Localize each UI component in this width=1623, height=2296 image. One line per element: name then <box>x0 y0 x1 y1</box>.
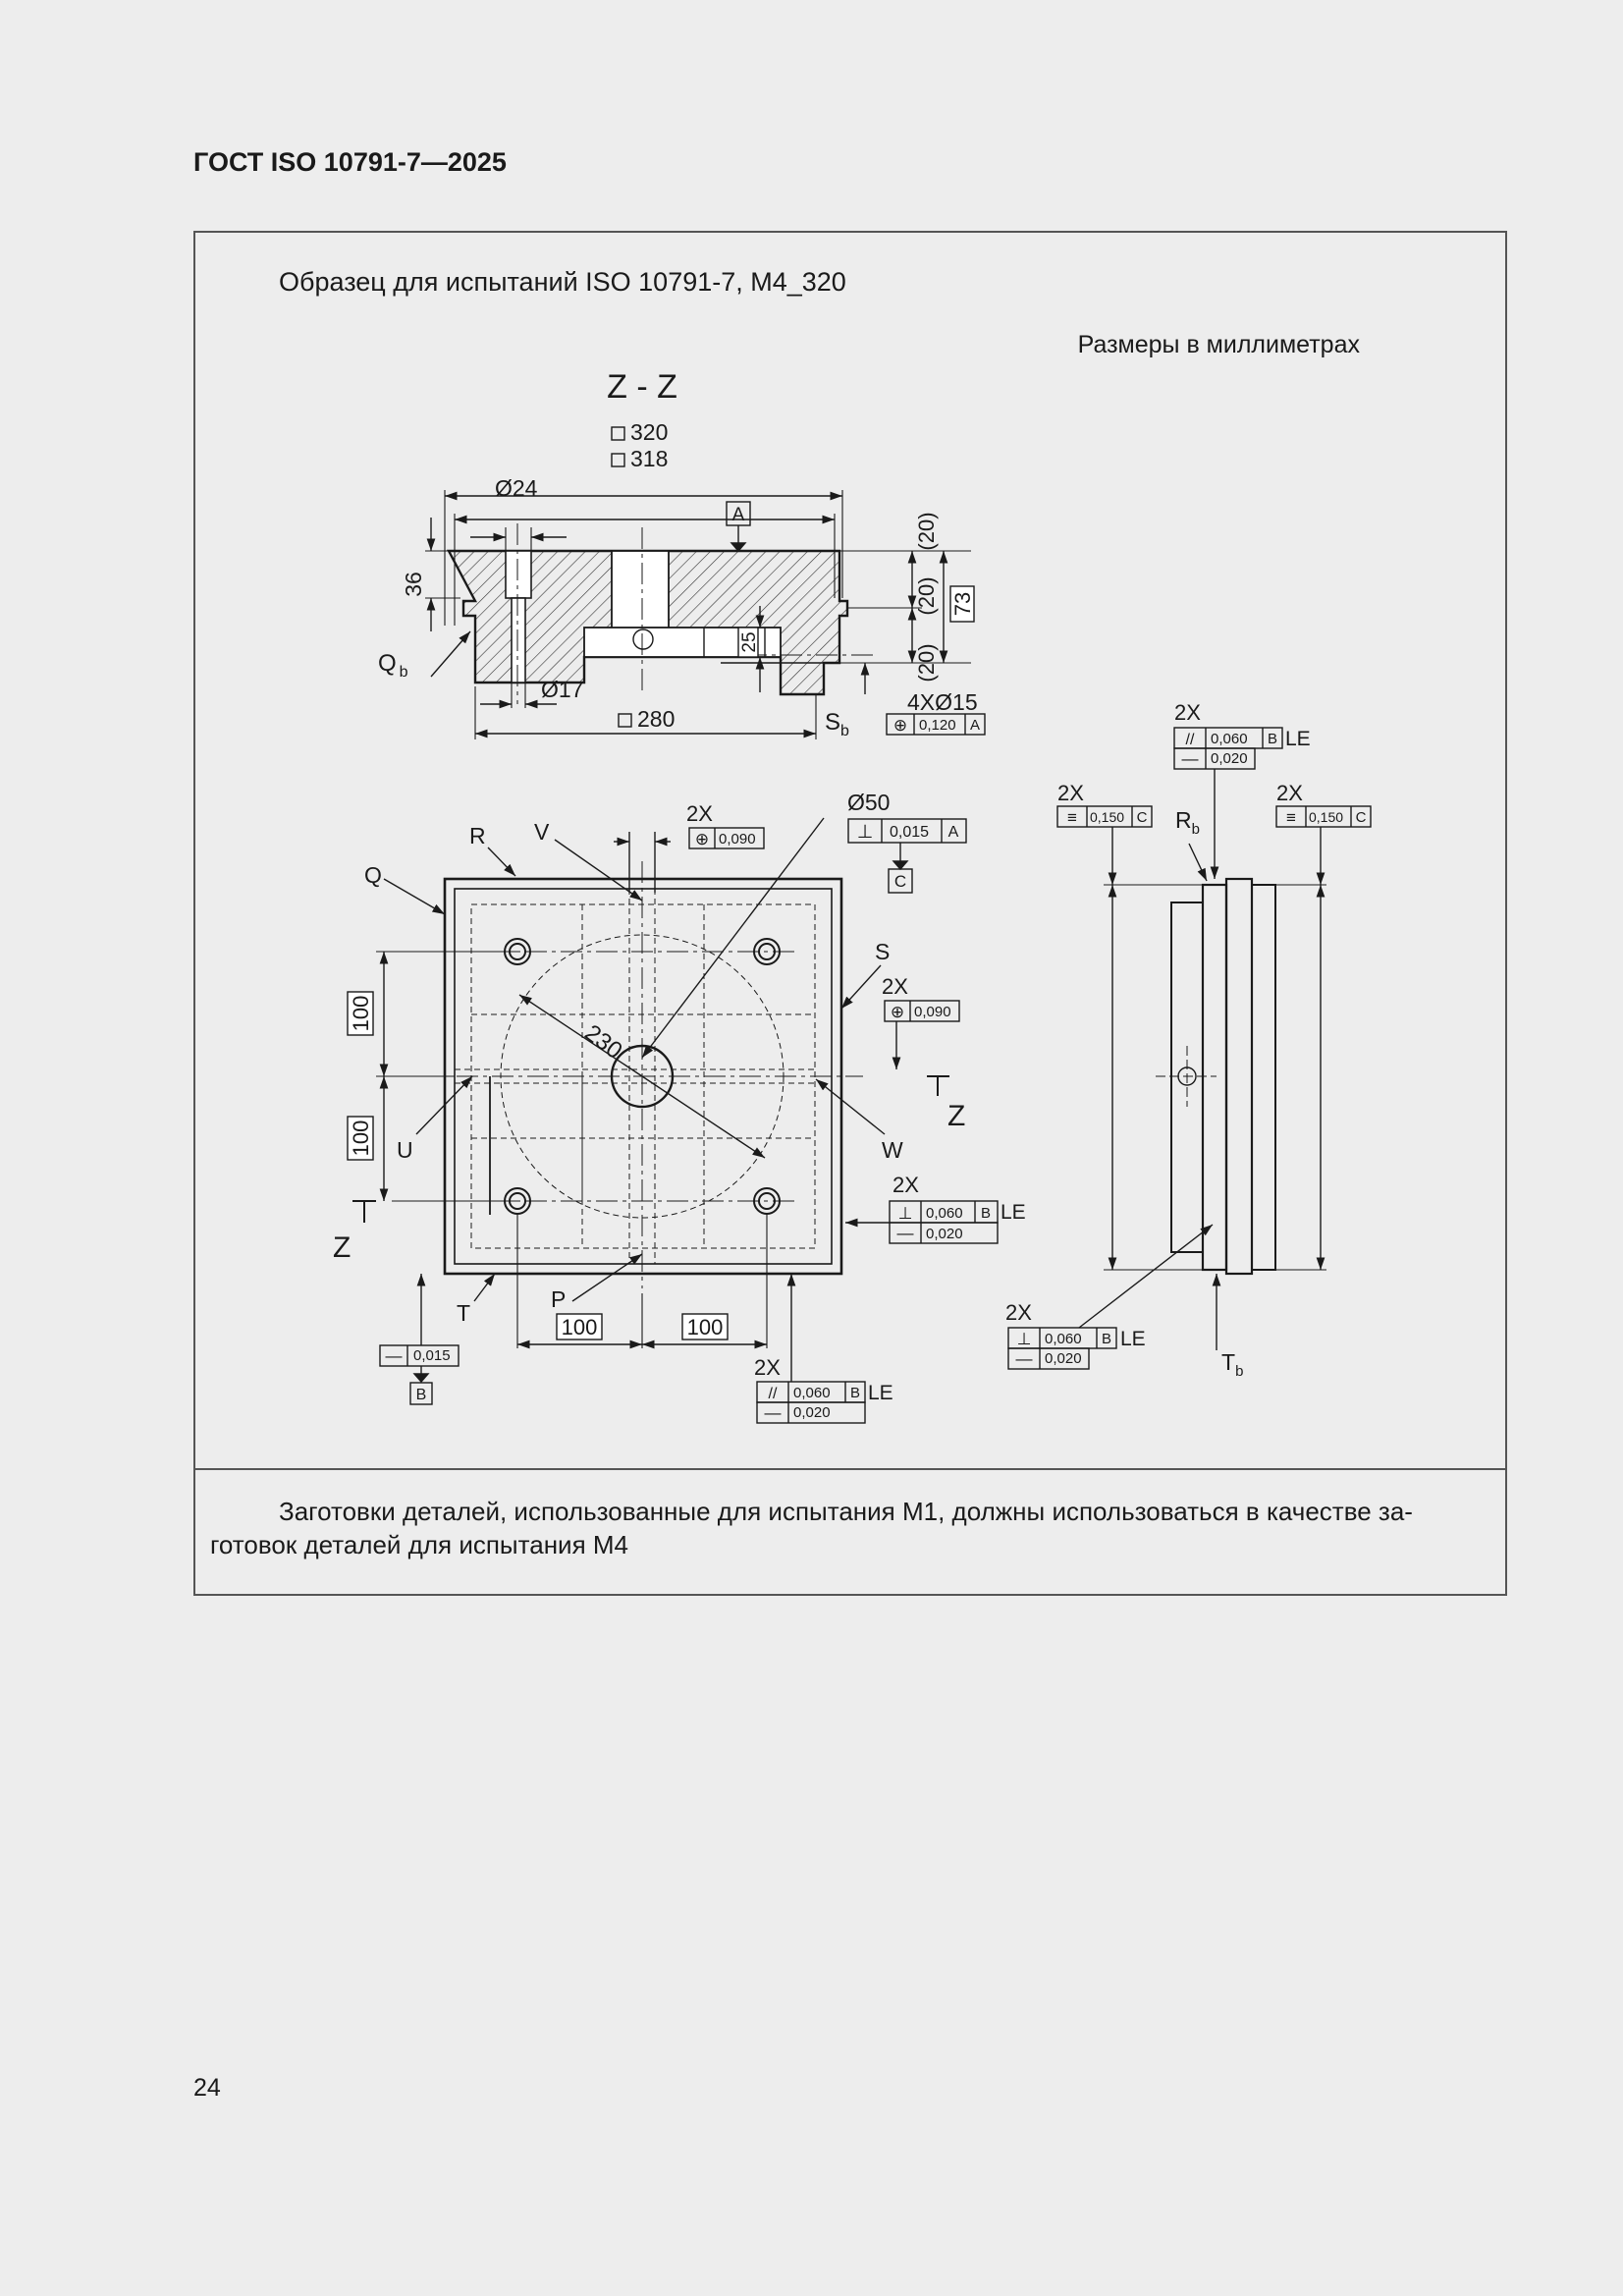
section-view <box>449 551 847 694</box>
svg-text:C: C <box>1136 809 1148 826</box>
dimension-d50: Ø50 <box>847 790 891 815</box>
dimension-280 <box>619 706 675 732</box>
svg-text:—: — <box>1015 1349 1033 1368</box>
svg-text:0,020: 0,020 <box>1045 1350 1082 1367</box>
svg-text:—: — <box>896 1224 914 1242</box>
svg-text:100: 100 <box>349 1120 373 1157</box>
dimension-36: 36 <box>401 572 426 597</box>
svg-text:LE: LE <box>1001 1201 1026 1224</box>
svg-text:2X: 2X <box>882 974 908 999</box>
svg-text:⊥: ⊥ <box>1016 1330 1032 1348</box>
svg-text:≡: ≡ <box>1286 808 1296 827</box>
svg-text:0,015: 0,015 <box>413 1347 451 1364</box>
hole-position-callout <box>887 689 985 735</box>
figure-divider <box>195 1468 1505 1470</box>
svg-text:B: B <box>1101 1331 1112 1347</box>
svg-text:318: 318 <box>630 446 669 471</box>
dimension-230: 230 <box>579 1019 627 1065</box>
label-z-right: Z <box>947 1100 966 1132</box>
svg-text:0,090: 0,090 <box>719 831 756 847</box>
svg-text:0,060: 0,060 <box>793 1385 831 1401</box>
svg-text:0,060: 0,060 <box>926 1205 963 1222</box>
svg-text:⊕: ⊕ <box>694 830 710 848</box>
svg-text://: // <box>1185 732 1195 748</box>
label-s: S <box>875 939 891 964</box>
dimension-20-bottom: (20) <box>914 643 939 683</box>
svg-text:2X: 2X <box>1276 781 1303 805</box>
svg-text:⊕: ⊕ <box>893 716 908 735</box>
page-number: 24 <box>193 2074 221 2102</box>
plan-view <box>421 861 863 1288</box>
tolerance-perpendicularity-s <box>845 1173 1026 1243</box>
label-w: W <box>882 1137 903 1163</box>
tolerance-position-w <box>882 974 959 1069</box>
figure-caption: Образец для испытаний ISO 10791-7, M4_320 <box>279 267 846 297</box>
svg-text:A: A <box>731 505 745 525</box>
svg-text:320: 320 <box>630 419 669 445</box>
label-sb: $S_b$ <box>825 709 849 739</box>
svg-text:0,120: 0,120 <box>919 717 956 734</box>
label-q: Q <box>364 862 382 888</box>
note-line-2: готовок деталей для испытания M4 <box>210 1530 628 1559</box>
svg-text:—: — <box>1181 749 1199 768</box>
svg-text:25: 25 <box>739 631 760 653</box>
svg-text:⊥: ⊥ <box>897 1204 913 1223</box>
svg-text:LE: LE <box>1285 728 1311 750</box>
dimension-73 <box>950 586 975 622</box>
svg-text:0,020: 0,020 <box>1211 750 1248 767</box>
svg-text:2X: 2X <box>1005 1300 1032 1325</box>
dimension-318 <box>612 446 668 471</box>
svg-text:100: 100 <box>561 1315 598 1339</box>
dimension-20-mid: (20) <box>914 576 939 616</box>
svg-text:⊕: ⊕ <box>890 1003 905 1021</box>
section-title: Z - Z <box>607 368 677 406</box>
svg-text:2X: 2X <box>754 1355 781 1380</box>
label-rb: $R_b$ <box>1175 807 1200 838</box>
svg-text:B: B <box>1267 731 1278 747</box>
dimension-100-upper <box>348 992 373 1035</box>
svg-text:0,090: 0,090 <box>914 1004 951 1020</box>
svg-text:2X: 2X <box>893 1173 919 1197</box>
units-note: Размеры в миллиметрах <box>1077 331 1360 358</box>
tolerance-flatness-datum-b <box>380 1274 459 1404</box>
dimension-25 <box>738 628 760 657</box>
svg-text:LE: LE <box>1120 1328 1146 1350</box>
dimension-d24: Ø24 <box>495 475 538 501</box>
svg-text:0,020: 0,020 <box>793 1404 831 1421</box>
dimension-100-left <box>557 1314 602 1339</box>
side-view <box>1156 879 1275 1274</box>
svg-text:0,020: 0,020 <box>926 1226 963 1242</box>
svg-text:B: B <box>849 1385 861 1401</box>
dimension-100-right <box>682 1314 728 1339</box>
svg-text:0,150: 0,150 <box>1309 809 1344 825</box>
note-line-1: Заготовки деталей, использованные для испытания M1, должны использоваться в качестве за- <box>279 1497 1413 1526</box>
svg-text:100: 100 <box>349 995 373 1032</box>
label-z-left: Z <box>333 1231 352 1264</box>
figure-note <box>210 1495 1490 1561</box>
label-v: V <box>534 819 550 845</box>
tolerance-parallelism-t <box>754 1274 893 1423</box>
svg-text:0,060: 0,060 <box>1045 1331 1082 1347</box>
svg-text:4XØ15: 4XØ15 <box>907 689 978 715</box>
label-r: R <box>469 823 486 848</box>
dimension-20-top: (20) <box>914 512 939 551</box>
svg-text:C: C <box>893 872 907 891</box>
counterbore-hole <box>506 551 531 598</box>
label-qb: Q $_b$ <box>378 650 408 681</box>
svg-text:⊥: ⊥ <box>856 822 874 843</box>
label-p: P <box>551 1286 567 1312</box>
label-t: T <box>457 1300 471 1326</box>
svg-text:100: 100 <box>686 1315 724 1339</box>
label-tb: $T_b$ <box>1221 1349 1244 1380</box>
svg-text:0,015: 0,015 <box>890 824 930 841</box>
svg-text:2X: 2X <box>1057 781 1084 805</box>
svg-text:73: 73 <box>950 591 975 617</box>
dimension-d17: Ø17 <box>541 677 584 702</box>
dimension-320 <box>612 419 668 445</box>
svg-text:B: B <box>980 1205 992 1222</box>
svg-text:2X: 2X <box>686 801 713 826</box>
technical-drawing <box>195 233 1505 1466</box>
svg-text:C: C <box>1355 809 1367 826</box>
svg-text:LE: LE <box>868 1382 893 1404</box>
tolerance-symmetry-left <box>1057 781 1152 885</box>
dimension-100-lower <box>348 1117 373 1160</box>
cross-hole <box>633 629 653 649</box>
svg-text:A: A <box>969 717 981 734</box>
svg-text:0,060: 0,060 <box>1211 731 1248 747</box>
tolerance-perpendicularity-center <box>848 819 966 893</box>
through-hole <box>512 598 525 683</box>
label-u: U <box>397 1137 413 1163</box>
svg-text:0,150: 0,150 <box>1090 809 1125 825</box>
svg-text:—: — <box>385 1346 403 1365</box>
datum-A <box>727 502 750 551</box>
svg-text:—: — <box>764 1403 782 1422</box>
svg-text:A: A <box>947 824 959 841</box>
svg-text:280: 280 <box>637 706 676 732</box>
svg-text:≡: ≡ <box>1067 808 1077 827</box>
svg-text://: // <box>768 1386 778 1402</box>
document-header: ГОСТ ISO 10791-7—2025 <box>193 147 507 177</box>
tolerance-symmetry-right <box>1276 781 1371 885</box>
svg-text:B: B <box>415 1387 427 1403</box>
figure-frame <box>193 231 1507 1596</box>
svg-text:2X: 2X <box>1174 700 1201 725</box>
tolerance-perpendicularity-tb <box>1005 1225 1213 1369</box>
